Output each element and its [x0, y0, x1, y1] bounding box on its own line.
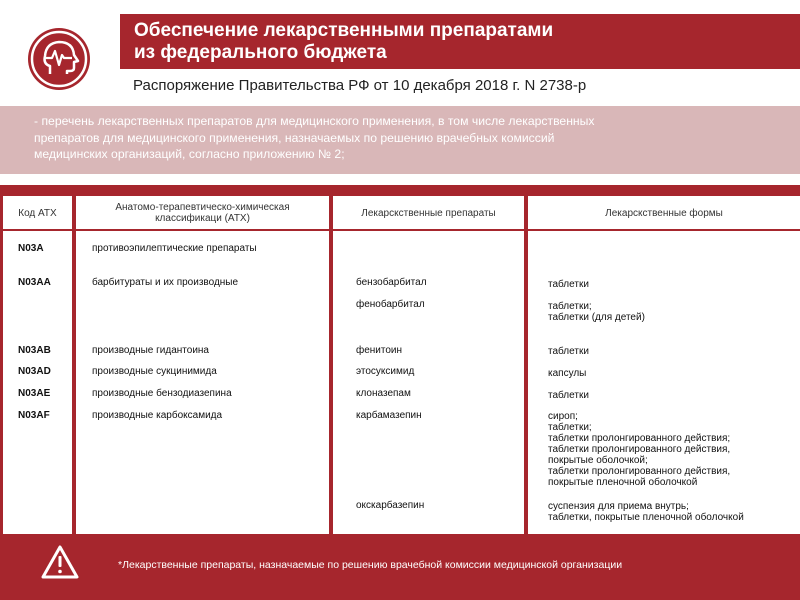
- drug-form: таблетки пролонгированного действия,: [548, 466, 731, 477]
- drug-form: таблетки пролонгированного действия;: [548, 433, 731, 444]
- header-classification: [76, 197, 329, 229]
- atc-code: N03A: [18, 243, 44, 254]
- drug-form: таблетки: [548, 390, 589, 401]
- atc-code: N03AB: [18, 345, 51, 356]
- header-divider: [3, 229, 72, 231]
- atc-code: N03AE: [18, 388, 51, 399]
- drug-name: этосуксимид: [356, 366, 415, 377]
- header-classification-line-1: Анатомо-терапевтическо-химическая: [115, 202, 290, 213]
- drug-name: фенобарбитал: [356, 299, 425, 310]
- drug-form: покрытые оболочкой;: [548, 455, 648, 466]
- title-line-1: Обеспечение лекарственными препаратами: [134, 20, 554, 41]
- drug-name: окскарбазепин: [356, 500, 425, 511]
- drug-name: клоназепам: [356, 388, 411, 399]
- atc-classification: противоэпилептические препараты: [92, 243, 257, 254]
- title-line-2: из федерального бюджета: [134, 42, 387, 63]
- drug-form: таблетки: [548, 279, 589, 290]
- government-order: Распоряжение Правительства РФ от 10 декабря 2018 г. N 2738-р: [133, 77, 587, 94]
- header-drugs: Лекарскственные препараты: [361, 207, 496, 219]
- atc-code: N03AD: [18, 366, 51, 377]
- atc-classification: производные сукцинимида: [92, 366, 217, 377]
- intro-line-3: медицинских организаций, согласно приложению № 2;: [34, 147, 345, 161]
- drug-name: фенитоин: [356, 345, 403, 356]
- footnote: *Лекарственные препараты, назначаемые по решению врачебной комиссии медицинской организации: [118, 559, 623, 571]
- drug-name: бензобарбитал: [356, 277, 427, 288]
- warning-triangle-icon: [40, 544, 80, 580]
- drug-form: суспензия для приема внутрь;: [548, 501, 689, 512]
- intro-text: [34, 113, 774, 163]
- atc-code: N03AF: [18, 410, 50, 421]
- drug-form: таблетки пролонгированного действия,: [548, 444, 731, 455]
- atc-code: N03AA: [18, 277, 51, 288]
- header-divider: [333, 229, 524, 231]
- page-title: [120, 14, 800, 69]
- drug-form: таблетки, покрытые пленочной оболочкой: [548, 512, 744, 523]
- header-code: Код АТХ: [18, 207, 57, 219]
- drug-form: таблетки;: [548, 301, 592, 312]
- header-divider: [528, 229, 800, 231]
- intro-line-1: - перечень лекарственных препаратов для медицинского применения, в том числе лекарственных: [34, 114, 595, 128]
- drug-form: покрытые пленочной оболочкой: [548, 477, 698, 488]
- atc-classification: производные карбоксамида: [92, 410, 223, 421]
- drug-form: капсулы: [548, 368, 587, 379]
- drug-name: карбамазепин: [356, 410, 422, 421]
- drug-form: таблетки: [548, 346, 589, 357]
- atc-classification: производные бензодиазепина: [92, 388, 232, 399]
- atc-classification: производные гидантоина: [92, 345, 209, 356]
- header-divider: [76, 229, 329, 231]
- drug-form: таблетки;: [548, 422, 592, 433]
- header-forms: Лекарскственные формы: [605, 207, 723, 219]
- atc-classification: барбитураты и их производные: [92, 277, 239, 288]
- medical-head-icon: [28, 28, 90, 90]
- drug-form: таблетки (для детей): [548, 312, 645, 323]
- header-classification-line-2: классификаци (АТХ): [155, 213, 250, 224]
- intro-line-2: препаратов для медицинского применения, назначаемых по решению врачебных комиссий: [34, 130, 555, 145]
- drug-form: сироп;: [548, 411, 578, 422]
- column-drugs: [333, 196, 524, 534]
